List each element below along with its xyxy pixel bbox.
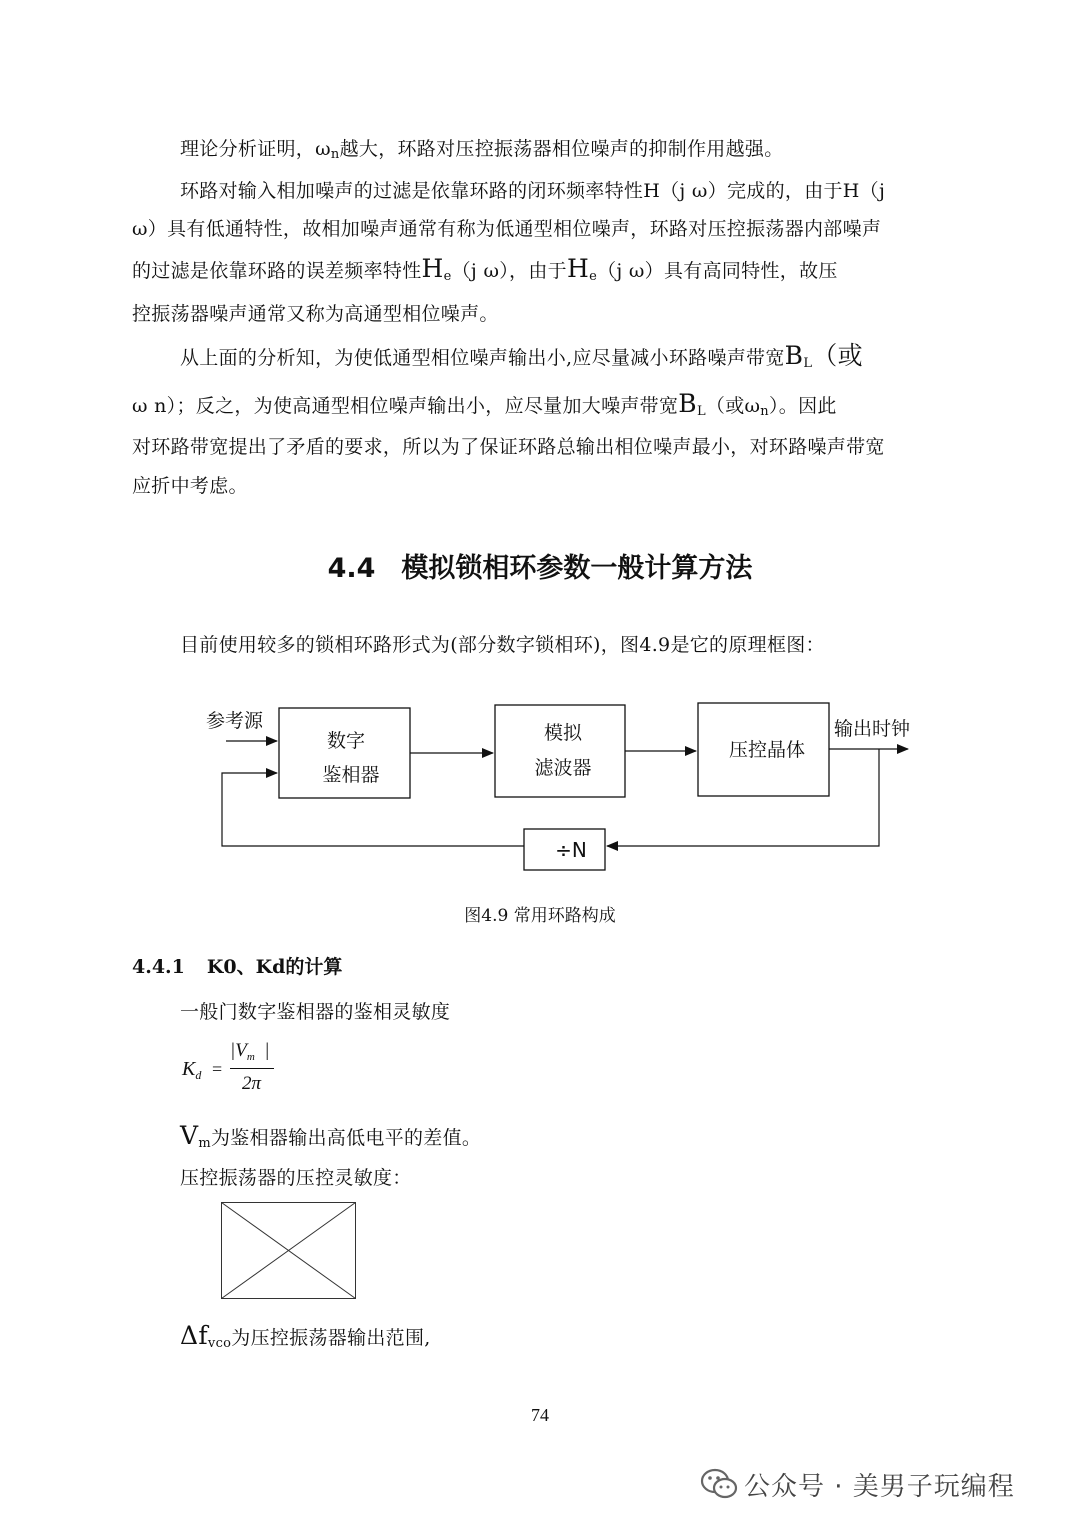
subscript: n — [760, 404, 769, 419]
loop-filter-box — [495, 705, 625, 797]
kd-formula — [182, 1040, 302, 1100]
section-title: 模拟锁相环参数一般计算方法 — [401, 553, 753, 584]
symbol: B — [678, 389, 697, 418]
subscript: m — [198, 1136, 211, 1151]
figure-intro-text: 目前使用较多的锁相环路形式为(部分数字锁相环)，图4.9是它的原理框图： — [180, 634, 825, 656]
subscript: e — [589, 269, 598, 284]
text-segment: （j ω），由于 — [451, 260, 567, 282]
pd-sensitivity-text: 一般门数字鉴相器的鉴相灵敏度 — [180, 1001, 451, 1023]
text-segment: 从上面的分析知，为使低通型相位噪声输出小,应尽量减小环路噪声带宽 — [180, 347, 785, 369]
paragraph-2-line-2: ω）具有低通特性，故相加噪声通常有称为低通型相位噪声，环路对压控振荡器内部噪声 — [132, 218, 882, 240]
formula-subscript: m — [246, 1051, 255, 1063]
formula-equals: = — [212, 1059, 223, 1079]
image-placeholder — [221, 1202, 357, 1300]
pd-label-line-2: 鉴相器 — [322, 764, 380, 786]
pd-label-line-1: 数字 — [326, 730, 366, 752]
paragraph-2-line-1: 环路对输入相加噪声的过滤是依靠环路的闭环频率特性H（j ω）完成的，由于H（j — [180, 180, 886, 202]
section-number: 4.4 — [327, 553, 376, 584]
output-clock-label: 输出时钟 — [834, 718, 911, 740]
paragraph-3-line-4: 应折中考虑。 — [132, 475, 248, 497]
divider-label: ÷N — [555, 838, 587, 862]
figure-caption: 图4.9 常用环路构成 — [464, 906, 616, 926]
wechat-icon — [700, 1467, 740, 1501]
watermark-text: 公众号 · 美男子玩编程 — [744, 1472, 1015, 1502]
vco-sensitivity-text: 压控振荡器的压控灵敏度： — [180, 1167, 412, 1189]
symbol: H — [421, 254, 444, 283]
pll-block-diagram — [0, 690, 1080, 880]
text-segment: ω n）；反之，为使高通型相位噪声输出小，应尽量加大噪声带宽 — [132, 395, 679, 417]
text-segment: ）。因此 — [768, 395, 837, 417]
watermark — [700, 1464, 1060, 1504]
text-segment: 为压控振荡器输出范围, — [231, 1327, 431, 1349]
paragraph-3-line-1 — [180, 341, 863, 375]
text-segment: （j ω）具有高同特性，故压 — [597, 260, 838, 282]
delta-f-description — [180, 1321, 431, 1355]
symbol: V — [180, 1121, 199, 1150]
formula-numerator: $|V_m$ | — [230, 1040, 270, 1063]
page-number: 74 — [531, 1405, 549, 1425]
filter-label-line-1: 模拟 — [543, 722, 583, 744]
text-segment: （或ω — [705, 395, 761, 417]
feedback-to-divider-line — [607, 749, 879, 846]
subscript: n — [330, 147, 340, 162]
text-segment: 理论分析证明，ω — [180, 138, 331, 160]
subscript: vco — [207, 1336, 232, 1351]
text-segment: （或 — [812, 341, 863, 370]
paragraph-3-line-2 — [132, 389, 837, 423]
subscript: L — [803, 356, 813, 371]
text-segment: 的过滤是依靠环路的误差频率特性 — [132, 260, 422, 282]
subsection-number: 4.4.1 — [132, 956, 185, 978]
paragraph-3-line-3: 对环路带宽提出了矛盾的要求，所以为了保证环路总输出相位噪声最小，对环路噪声带宽 — [132, 436, 885, 458]
vco-label: 压控晶体 — [728, 739, 806, 761]
formula-lhs — [182, 1058, 201, 1083]
subscript: e — [443, 269, 452, 284]
formula-denominator: 2π — [242, 1073, 262, 1094]
filter-label-line-2: 滤波器 — [534, 757, 592, 779]
symbol: Δf — [180, 1321, 208, 1350]
section-heading — [0, 546, 1080, 585]
symbol: H — [566, 254, 590, 283]
paragraph-2-line-3 — [132, 254, 838, 288]
subscript: L — [696, 404, 706, 419]
fraction-bar — [230, 1068, 274, 1069]
formula-subscript: d — [195, 1068, 202, 1082]
paragraph-1-line-1 — [180, 138, 784, 166]
symbol: B — [784, 341, 804, 370]
text-segment: 为鉴相器输出高低电平的差值。 — [211, 1127, 482, 1149]
vm-description — [180, 1121, 482, 1155]
subsection-heading — [132, 952, 342, 979]
text-segment: 越大，环路对压控振荡器相位噪声的抑制作用越强。 — [339, 138, 784, 160]
ref-source-label: 参考源 — [206, 710, 264, 732]
formula-symbol: K — [182, 1058, 196, 1080]
subsection-title: K0、Kd的计算 — [206, 956, 343, 978]
formula-symbol: V — [235, 1040, 247, 1061]
paragraph-2-line-4: 控振荡器噪声通常又称为高通型相位噪声。 — [132, 303, 499, 325]
